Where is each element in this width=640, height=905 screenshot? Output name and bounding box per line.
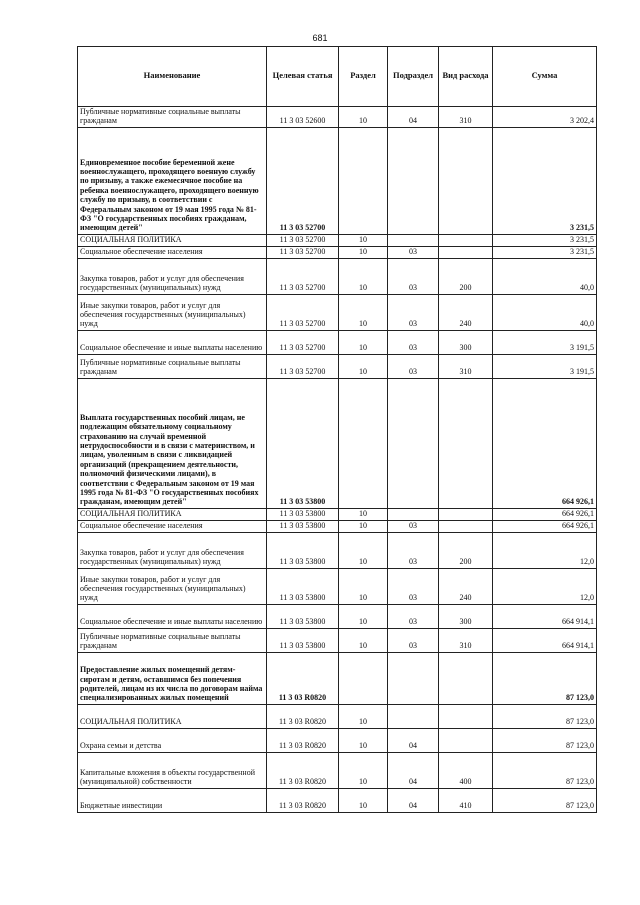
row-expense (439, 652, 493, 704)
header-subsection: Подраздел (388, 47, 439, 107)
row-name: Социальное обеспечение населения (78, 520, 267, 532)
row-name: Единовременное пособие беременной жене военнослужащего, проходящего военную службу по призыву, а также ежемесячное пособие на ребенка военнослужащего, проходящего военную службу по призыву, в соответствии с Федеральным законом от 19 мая 1995 года № 81-ФЗ "О государственных пособиях гражданам, имеющим детей" (78, 127, 267, 234)
header-row (78, 47, 597, 107)
budget-table (77, 46, 597, 813)
row-target: 11 3 03 R0820 (267, 728, 339, 752)
row-subsection: 04 (388, 752, 439, 788)
row-target: 11 3 03 52700 (267, 234, 339, 246)
row-subsection: 04 (388, 728, 439, 752)
row-name: Публичные нормативные социальные выплаты гражданам (78, 354, 267, 378)
page-number: 681 (312, 33, 328, 43)
row-expense: 300 (439, 604, 493, 628)
table-row (78, 520, 597, 532)
row-section: 10 (339, 604, 388, 628)
row-subsection (388, 127, 439, 234)
row-target: 11 3 03 53800 (267, 568, 339, 604)
table-row (78, 704, 597, 728)
row-expense: 310 (439, 354, 493, 378)
table-row (78, 568, 597, 604)
row-target: 11 3 03 R0820 (267, 704, 339, 728)
row-section (339, 652, 388, 704)
table-row (78, 107, 597, 128)
table-row (78, 246, 597, 258)
row-name: СОЦИАЛЬНАЯ ПОЛИТИКА (78, 704, 267, 728)
row-expense (439, 378, 493, 508)
row-sum: 3 202,4 (493, 107, 597, 128)
table-row (78, 234, 597, 246)
row-subsection: 04 (388, 788, 439, 812)
table-row (78, 127, 597, 234)
row-section: 10 (339, 704, 388, 728)
table-row (78, 752, 597, 788)
header-expense: Вид расхода (439, 47, 493, 107)
row-target: 11 3 03 53800 (267, 378, 339, 508)
table-row (78, 728, 597, 752)
row-target: 11 3 03 53800 (267, 520, 339, 532)
table-row (78, 294, 597, 330)
row-sum: 87 123,0 (493, 788, 597, 812)
header-section: Раздел (339, 47, 388, 107)
row-expense: 310 (439, 628, 493, 652)
table-row (78, 628, 597, 652)
row-sum: 664 914,1 (493, 604, 597, 628)
row-section: 10 (339, 628, 388, 652)
row-target: 11 3 03 R0820 (267, 788, 339, 812)
row-target: 11 3 03 52700 (267, 246, 339, 258)
row-expense: 240 (439, 294, 493, 330)
row-section: 10 (339, 508, 388, 520)
row-subsection: 03 (388, 258, 439, 294)
row-section: 10 (339, 568, 388, 604)
table-row (78, 378, 597, 508)
row-sum: 664 926,1 (493, 508, 597, 520)
row-section: 10 (339, 520, 388, 532)
row-sum: 3 191,5 (493, 354, 597, 378)
row-target: 11 3 03 R0820 (267, 752, 339, 788)
row-sum: 664 926,1 (493, 378, 597, 508)
row-target: 11 3 03 52700 (267, 127, 339, 234)
row-subsection (388, 652, 439, 704)
row-sum: 40,0 (493, 294, 597, 330)
row-name: Социальное обеспечение и иные выплаты населению (78, 604, 267, 628)
row-subsection: 04 (388, 107, 439, 128)
table-row (78, 532, 597, 568)
row-sum: 87 123,0 (493, 652, 597, 704)
row-name: Бюджетные инвестиции (78, 788, 267, 812)
row-subsection (388, 508, 439, 520)
header-sum: Сумма (493, 47, 597, 107)
row-sum: 12,0 (493, 568, 597, 604)
row-expense (439, 246, 493, 258)
row-expense (439, 127, 493, 234)
row-section: 10 (339, 728, 388, 752)
row-expense: 310 (439, 107, 493, 128)
row-subsection (388, 234, 439, 246)
row-expense: 240 (439, 568, 493, 604)
row-target: 11 3 03 52700 (267, 354, 339, 378)
row-expense (439, 520, 493, 532)
row-name: Публичные нормативные социальные выплаты гражданам (78, 107, 267, 128)
table-row (78, 354, 597, 378)
row-name: СОЦИАЛЬНАЯ ПОЛИТИКА (78, 234, 267, 246)
row-subsection: 03 (388, 354, 439, 378)
table-row (78, 330, 597, 354)
row-target: 11 3 03 52700 (267, 330, 339, 354)
row-name: Закупка товаров, работ и услуг для обеспечения государственных (муниципальных) нужд (78, 532, 267, 568)
row-target: 11 3 03 R0820 (267, 652, 339, 704)
row-expense (439, 728, 493, 752)
row-section (339, 378, 388, 508)
row-sum: 40,0 (493, 258, 597, 294)
row-target: 11 3 03 53800 (267, 628, 339, 652)
row-expense (439, 508, 493, 520)
row-name: Социальное обеспечение населения (78, 246, 267, 258)
row-target: 11 3 03 52600 (267, 107, 339, 128)
row-sum: 3 231,5 (493, 246, 597, 258)
row-subsection (388, 378, 439, 508)
header-target: Целевая статья (267, 47, 339, 107)
row-target: 11 3 03 53800 (267, 604, 339, 628)
row-sum: 87 123,0 (493, 728, 597, 752)
row-sum: 3 231,5 (493, 127, 597, 234)
row-section: 10 (339, 246, 388, 258)
row-name: Охрана семьи и детства (78, 728, 267, 752)
row-sum: 87 123,0 (493, 704, 597, 728)
row-expense: 300 (439, 330, 493, 354)
row-expense: 410 (439, 788, 493, 812)
row-sum: 664 926,1 (493, 520, 597, 532)
table-row (78, 604, 597, 628)
row-expense: 200 (439, 258, 493, 294)
row-section (339, 127, 388, 234)
row-target: 11 3 03 52700 (267, 294, 339, 330)
row-expense (439, 704, 493, 728)
row-subsection: 03 (388, 568, 439, 604)
row-name: Выплата государственных пособий лицам, не подлежащим обязательному социальному страхованию на случай временной нетрудоспособности и в связи с материнством, и лицам, уволенным в связи с ликвидацией организаций (прекращением деятельности, полномочий физическими лицами), в соответствии с Федеральным законом от 19 мая 1995 года № 81-ФЗ "О государственных пособиях гражданам, имеющим детей" (78, 378, 267, 508)
row-target: 11 3 03 52700 (267, 258, 339, 294)
row-name: Закупка товаров, работ и услуг для обеспечения государственных (муниципальных) нужд (78, 258, 267, 294)
row-subsection (388, 704, 439, 728)
row-expense: 400 (439, 752, 493, 788)
row-section: 10 (339, 258, 388, 294)
row-section: 10 (339, 330, 388, 354)
row-subsection: 03 (388, 246, 439, 258)
row-sum: 87 123,0 (493, 752, 597, 788)
row-expense: 200 (439, 532, 493, 568)
row-subsection: 03 (388, 294, 439, 330)
row-subsection: 03 (388, 628, 439, 652)
row-sum: 664 914,1 (493, 628, 597, 652)
row-section: 10 (339, 788, 388, 812)
row-name: Капитальные вложения в объекты государственной (муниципальной) собственности (78, 752, 267, 788)
row-expense (439, 234, 493, 246)
header-name: Наименование (78, 47, 267, 107)
row-name: СОЦИАЛЬНАЯ ПОЛИТИКА (78, 508, 267, 520)
row-section: 10 (339, 294, 388, 330)
row-subsection: 03 (388, 520, 439, 532)
row-section: 10 (339, 532, 388, 568)
table-row (78, 508, 597, 520)
row-sum: 3 231,5 (493, 234, 597, 246)
row-sum: 12,0 (493, 532, 597, 568)
row-section: 10 (339, 234, 388, 246)
row-section: 10 (339, 107, 388, 128)
row-subsection: 03 (388, 330, 439, 354)
row-name: Публичные нормативные социальные выплаты гражданам (78, 628, 267, 652)
row-section: 10 (339, 752, 388, 788)
row-target: 11 3 03 53800 (267, 532, 339, 568)
table-row (78, 652, 597, 704)
row-target: 11 3 03 53800 (267, 508, 339, 520)
row-name: Предоставление жилых помещений детям-сиротам и детям, оставшимся без попечения родителей, лицам из их числа по договорам найма специализированных жилых помещений (78, 652, 267, 704)
row-subsection: 03 (388, 532, 439, 568)
table-row (78, 788, 597, 812)
table-row (78, 258, 597, 294)
row-name: Социальное обеспечение и иные выплаты населению (78, 330, 267, 354)
row-name: Иные закупки товаров, работ и услуг для обеспечения государственных (муниципальных) нужд (78, 568, 267, 604)
row-section: 10 (339, 354, 388, 378)
row-sum: 3 191,5 (493, 330, 597, 354)
row-subsection: 03 (388, 604, 439, 628)
row-name: Иные закупки товаров, работ и услуг для обеспечения государственных (муниципальных) нужд (78, 294, 267, 330)
